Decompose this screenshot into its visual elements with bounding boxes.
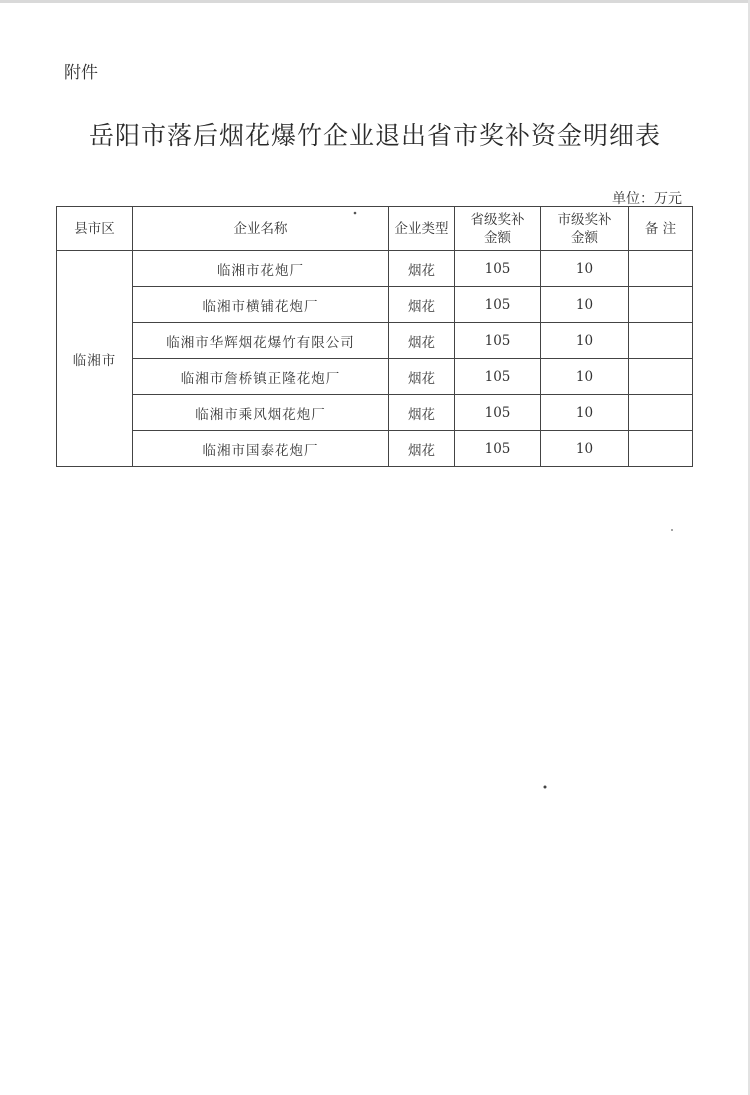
scan-speck [544, 786, 547, 789]
header-enterprise-name: 企业名称 [133, 207, 389, 251]
header-enterprise-type: 企业类型 [389, 207, 455, 251]
table-row [57, 431, 693, 467]
header-municipal-amount-line1: 市级奖补 [557, 211, 612, 228]
enterprise-name-cell: 临湘市华辉烟花爆竹有限公司 [133, 323, 389, 359]
remarks-cell [629, 359, 693, 395]
provincial-amount-cell: 105 [455, 359, 541, 395]
enterprise-name-cell: 临湘市横铺花炮厂 [133, 287, 389, 323]
header-county: 县市区 [57, 207, 133, 251]
attachment-label: 附件 [64, 63, 98, 83]
remarks-cell [629, 431, 693, 467]
municipal-amount-cell: 10 [541, 323, 629, 359]
enterprise-name-cell: 临湘市乘风烟花炮厂 [133, 395, 389, 431]
enterprise-name-cell: 临湘市花炮厂 [133, 251, 389, 287]
provincial-amount-cell: 105 [455, 251, 541, 287]
table-row [57, 251, 693, 287]
municipal-amount-cell: 10 [541, 287, 629, 323]
enterprise-type-cell: 烟花 [389, 395, 455, 431]
header-remarks: 备 注 [629, 207, 693, 251]
header-provincial-amount [455, 207, 541, 251]
remarks-cell [629, 251, 693, 287]
enterprise-type-cell: 烟花 [389, 431, 455, 467]
table-row [57, 287, 693, 323]
unit-label: 单位：万元 [612, 191, 682, 207]
table-row [57, 323, 693, 359]
header-provincial-amount-line1: 省级奖补 [470, 211, 525, 228]
provincial-amount-cell: 105 [455, 287, 541, 323]
provincial-amount-cell: 105 [455, 323, 541, 359]
scan-speck [671, 529, 673, 531]
municipal-amount-cell: 10 [541, 251, 629, 287]
scan-edge-top [0, 0, 750, 3]
county-cell: 临湘市 [57, 251, 133, 467]
enterprise-type-cell: 烟花 [389, 359, 455, 395]
table-row [57, 395, 693, 431]
enterprise-type-cell: 烟花 [389, 287, 455, 323]
municipal-amount-cell: 10 [541, 359, 629, 395]
enterprise-name-cell: 临湘市詹桥镇正隆花炮厂 [133, 359, 389, 395]
subsidy-detail-table [56, 206, 693, 467]
enterprise-type-cell: 烟花 [389, 251, 455, 287]
provincial-amount-cell: 105 [455, 431, 541, 467]
enterprise-type-cell: 烟花 [389, 323, 455, 359]
remarks-cell [629, 323, 693, 359]
remarks-cell [629, 395, 693, 431]
document-title: 岳阳市落后烟花爆竹企业退出省市奖补资金明细表 [88, 121, 661, 150]
header-municipal-amount [541, 207, 629, 251]
municipal-amount-cell: 10 [541, 431, 629, 467]
header-municipal-amount-line2: 金额 [571, 229, 598, 246]
table-row [57, 359, 693, 395]
table-header-row [57, 207, 693, 251]
municipal-amount-cell: 10 [541, 395, 629, 431]
header-provincial-amount-line2: 金额 [484, 229, 511, 246]
remarks-cell [629, 287, 693, 323]
enterprise-name-cell: 临湘市国泰花炮厂 [133, 431, 389, 467]
provincial-amount-cell: 105 [455, 395, 541, 431]
